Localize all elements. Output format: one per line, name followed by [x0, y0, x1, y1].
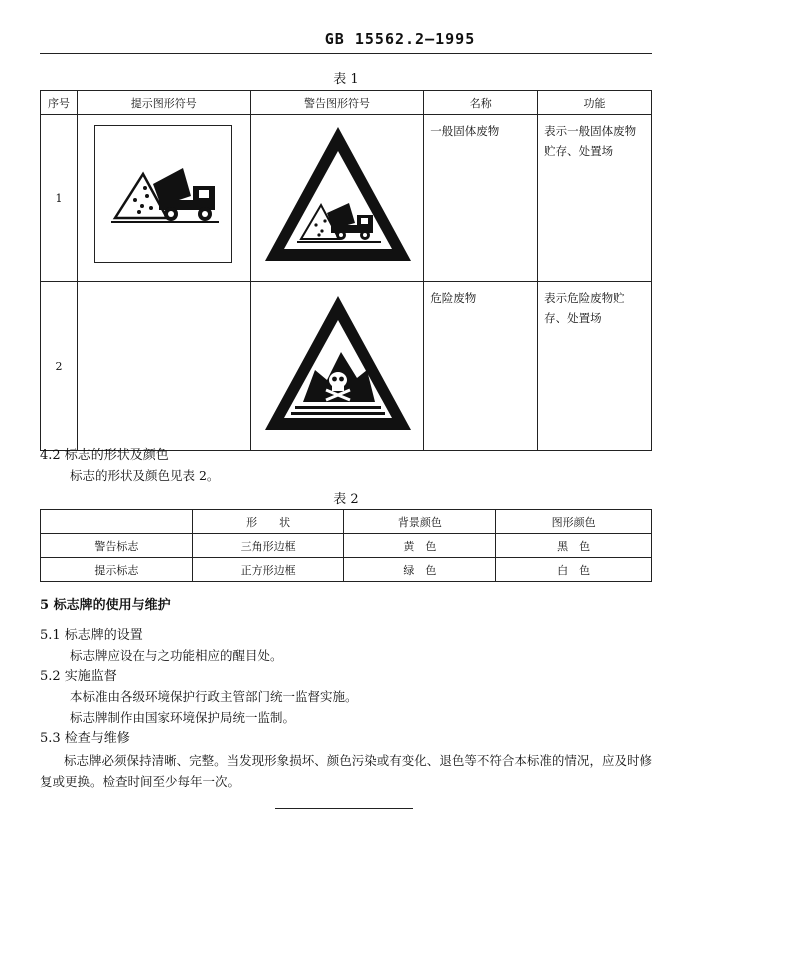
warning-symbol-cell	[250, 115, 424, 282]
table1-caption: 表 1	[333, 72, 359, 87]
table2-header-row	[41, 510, 652, 534]
table2-header-blank	[41, 510, 193, 534]
header-rule	[40, 53, 652, 54]
table2	[40, 509, 652, 582]
row-name: 一般固体废物	[424, 115, 538, 282]
section-5-2-title: 5.2 实施监督	[40, 669, 117, 684]
section-5-3-title: 5.3 检查与维修	[40, 731, 130, 746]
table-row	[41, 115, 652, 282]
warning-symbol-cell	[250, 282, 424, 451]
table1-header-prompt: 提示图形符号	[77, 91, 250, 115]
section-5-1-title: 5.1 标志牌的设置	[40, 628, 143, 643]
section-5-1-text: 标志牌应设在与之功能相应的醒目处。	[70, 648, 283, 663]
table-cell: 黄 色	[344, 534, 496, 558]
section-5-2-text-2: 标志牌制作由国家环境保护局统一监制。	[70, 710, 296, 725]
table2-caption: 表 2	[333, 492, 359, 507]
row-number: 2	[41, 282, 78, 451]
prompt-sign-frame	[94, 125, 232, 263]
row-function: 表示一般固体废物贮存、处置场	[538, 115, 652, 282]
table-cell: 白 色	[496, 558, 652, 582]
table1	[40, 90, 652, 451]
prompt-symbol-cell	[77, 115, 250, 282]
skull-warning-icon	[261, 290, 415, 436]
table1-header-row	[41, 91, 652, 115]
table1-header-function: 功能	[538, 91, 652, 115]
standard-code: GB 15562.2—1995	[324, 30, 476, 48]
section-5-3-text-body: 标志牌必须保持清晰、完整。当发现形象损坏、颜色污染或有变化、退色等不符合本标准的情况，应及时修复或更换。检查时间至少每年一次。	[40, 753, 652, 789]
dump-truck-icon	[95, 126, 231, 262]
section-4-2-text: 标志的形状及颜色见表 2。	[70, 468, 220, 483]
section-5-3-text	[40, 750, 652, 792]
table-cell: 正方形边框	[192, 558, 344, 582]
table1-header-warning: 警告图形符号	[250, 91, 424, 115]
table-row	[41, 558, 652, 582]
table2-header-background: 背景颜色	[344, 510, 496, 534]
row-name: 危险废物	[424, 282, 538, 451]
end-rule	[275, 808, 413, 809]
row-number: 1	[41, 115, 78, 282]
table-row	[41, 282, 652, 451]
section-5-title: 5 标志牌的使用与维护	[40, 598, 171, 613]
table2-header-graphic: 图形颜色	[496, 510, 652, 534]
table1-header-no: 序号	[41, 91, 78, 115]
table-row	[41, 534, 652, 558]
table-cell: 绿 色	[344, 558, 496, 582]
row-function: 表示危险废物贮存、处置场	[538, 282, 652, 451]
prompt-symbol-cell-empty	[77, 282, 250, 451]
section-4-2-title: 4.2 标志的形状及颜色	[40, 448, 169, 463]
dump-truck-warning-icon	[261, 121, 415, 267]
table2-header-shape: 形 状	[192, 510, 344, 534]
table-cell: 警告标志	[41, 534, 193, 558]
table-cell: 提示标志	[41, 558, 193, 582]
table1-header-name: 名称	[424, 91, 538, 115]
section-5-2-text-1: 本标准由各级环境保护行政主管部门统一监督实施。	[70, 689, 358, 704]
table-cell: 黑 色	[496, 534, 652, 558]
table-cell: 三角形边框	[192, 534, 344, 558]
